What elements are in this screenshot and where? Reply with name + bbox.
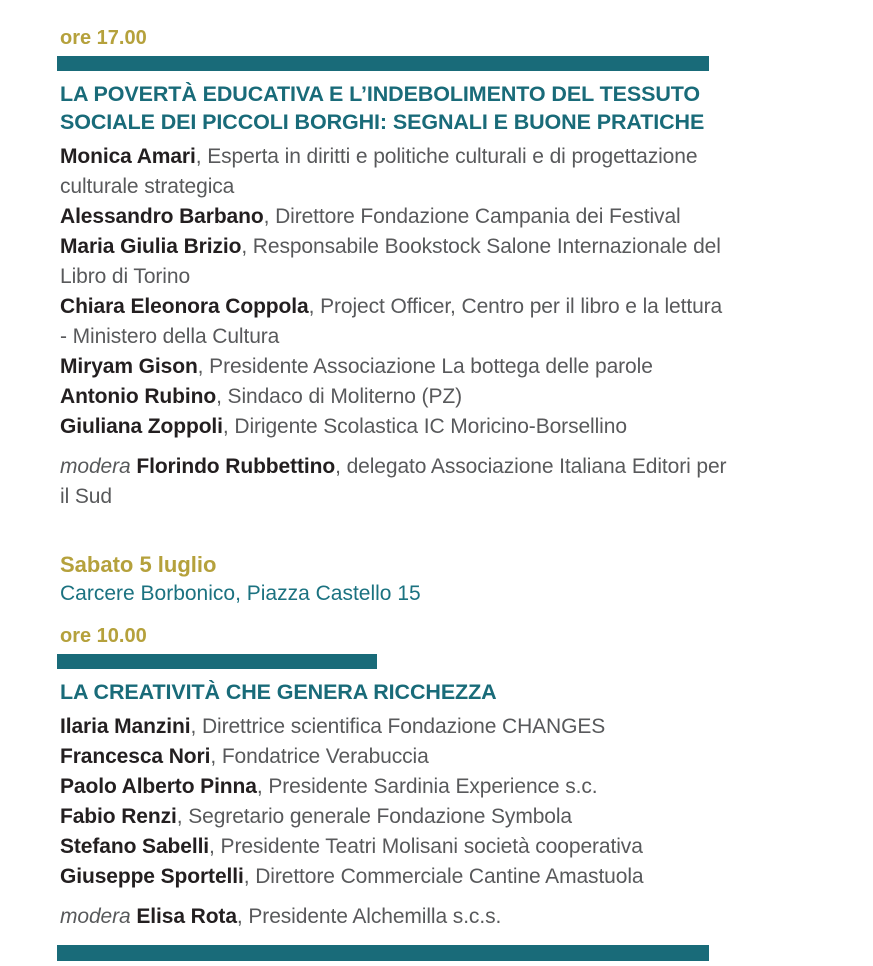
speaker-row xyxy=(60,202,730,232)
date-heading: Sabato 5 luglio xyxy=(60,552,217,577)
speaker-role: Direttore Fondazione Campania dei Festival xyxy=(275,205,681,228)
speaker-row xyxy=(60,742,730,772)
speaker-role: Project Officer, Centro per il libro e la lettura - Ministero della Cultura xyxy=(60,295,723,348)
speaker-role: Presidente Teatri Molisani società cooperativa xyxy=(220,835,643,858)
speaker-name: Ilaria Manzini xyxy=(60,715,191,738)
session2-speakers xyxy=(60,712,730,892)
speaker-name: Paolo Alberto Pinna xyxy=(60,775,257,798)
speaker-row xyxy=(60,142,730,202)
session2-title: LA CREATIVITÀ CHE GENERA RICCHEZZA xyxy=(60,680,497,704)
name-role-separator: , xyxy=(236,905,249,928)
speaker-row xyxy=(60,772,730,802)
name-role-separator: , xyxy=(197,355,210,378)
speaker-row xyxy=(60,352,730,382)
session1-time: ore 17.00 xyxy=(60,27,147,49)
session1-moderator-row xyxy=(60,452,730,512)
next-section-rule xyxy=(57,945,709,961)
speaker-row xyxy=(60,802,730,832)
name-role-separator: , xyxy=(241,235,253,258)
venue-line: Carcere Borbonico, Piazza Castello 15 xyxy=(60,582,421,605)
speaker-role: Segretario generale Fondazione Symbola xyxy=(188,805,573,828)
session2-moderator-row xyxy=(60,902,730,932)
speaker-role: Sindaco di Moliterno (PZ) xyxy=(227,385,462,408)
moderator-label: modera xyxy=(60,455,131,478)
session2-rule xyxy=(57,654,377,669)
speaker-name: Maria Giulia Brizio xyxy=(60,235,242,258)
speaker-name: Monica Amari xyxy=(60,145,196,168)
session2-time: ore 10.00 xyxy=(60,625,147,647)
session1-title: LA POVERTÀ EDUCATIVA E L’INDEBOLIMENTO DEL TESSUTO SOCIALE DEI PICCOLI BORGHI: SEGNALI E BUONE PRATICHE xyxy=(60,82,705,134)
moderator-label: modera xyxy=(60,905,131,928)
session1-speakers xyxy=(60,142,730,442)
moderator-role: Presidente Alchemilla s.c.s. xyxy=(248,905,502,928)
name-role-separator: , xyxy=(308,295,321,318)
speaker-name: Stefano Sabelli xyxy=(60,835,210,858)
name-role-separator: , xyxy=(216,385,228,408)
speaker-role: Direttore Commerciale Cantine Amastuola xyxy=(255,865,644,888)
speaker-role: Dirigente Scolastica IC Moricino-Borsellino xyxy=(234,415,627,438)
speaker-role: Fondatrice Verabuccia xyxy=(221,745,429,768)
moderator-name: Elisa Rota xyxy=(136,905,237,928)
name-role-separator: , xyxy=(190,715,202,738)
name-role-separator: , xyxy=(263,205,276,228)
name-role-separator: , xyxy=(195,145,208,168)
session1-rule xyxy=(57,56,709,71)
speaker-row xyxy=(60,382,730,412)
speaker-name: Miryam Gison xyxy=(60,355,198,378)
name-role-separator: , xyxy=(210,745,222,768)
speaker-row xyxy=(60,412,730,442)
speaker-role: Esperta in diritti e politiche culturali e di progettazione culturale strategica xyxy=(60,145,698,198)
name-role-separator: , xyxy=(209,835,221,858)
name-role-separator: , xyxy=(243,865,256,888)
speaker-name: Francesca Nori xyxy=(60,745,211,768)
speaker-row xyxy=(60,832,730,862)
speaker-name: Giuseppe Sportelli xyxy=(60,865,244,888)
speaker-name: Chiara Eleonora Coppola xyxy=(60,295,309,318)
speaker-row xyxy=(60,232,730,292)
speaker-row xyxy=(60,712,730,742)
name-role-separator: , xyxy=(335,455,347,478)
speaker-role: Presidente Associazione La bottega delle parole xyxy=(209,355,653,378)
speaker-name: Antonio Rubino xyxy=(60,385,217,408)
moderator-name: Florindo Rubbettino xyxy=(136,455,336,478)
moderator-role: delegato Associazione Italiana Editori per il Sud xyxy=(60,455,727,508)
name-role-separator: , xyxy=(256,775,269,798)
name-role-separator: , xyxy=(222,415,235,438)
speaker-name: Giuliana Zoppoli xyxy=(60,415,223,438)
speaker-name: Fabio Renzi xyxy=(60,805,177,828)
speaker-role: Responsabile Bookstock Salone Internazionale del Libro di Torino xyxy=(60,235,721,288)
speaker-row xyxy=(60,862,730,892)
speaker-role: Direttrice scientifica Fondazione CHANGES xyxy=(201,715,606,738)
speaker-row xyxy=(60,292,730,352)
name-role-separator: , xyxy=(176,805,189,828)
speaker-name: Alessandro Barbano xyxy=(60,205,264,228)
speaker-role: Presidente Sardinia Experience s.c. xyxy=(268,775,598,798)
date-header xyxy=(60,552,730,608)
